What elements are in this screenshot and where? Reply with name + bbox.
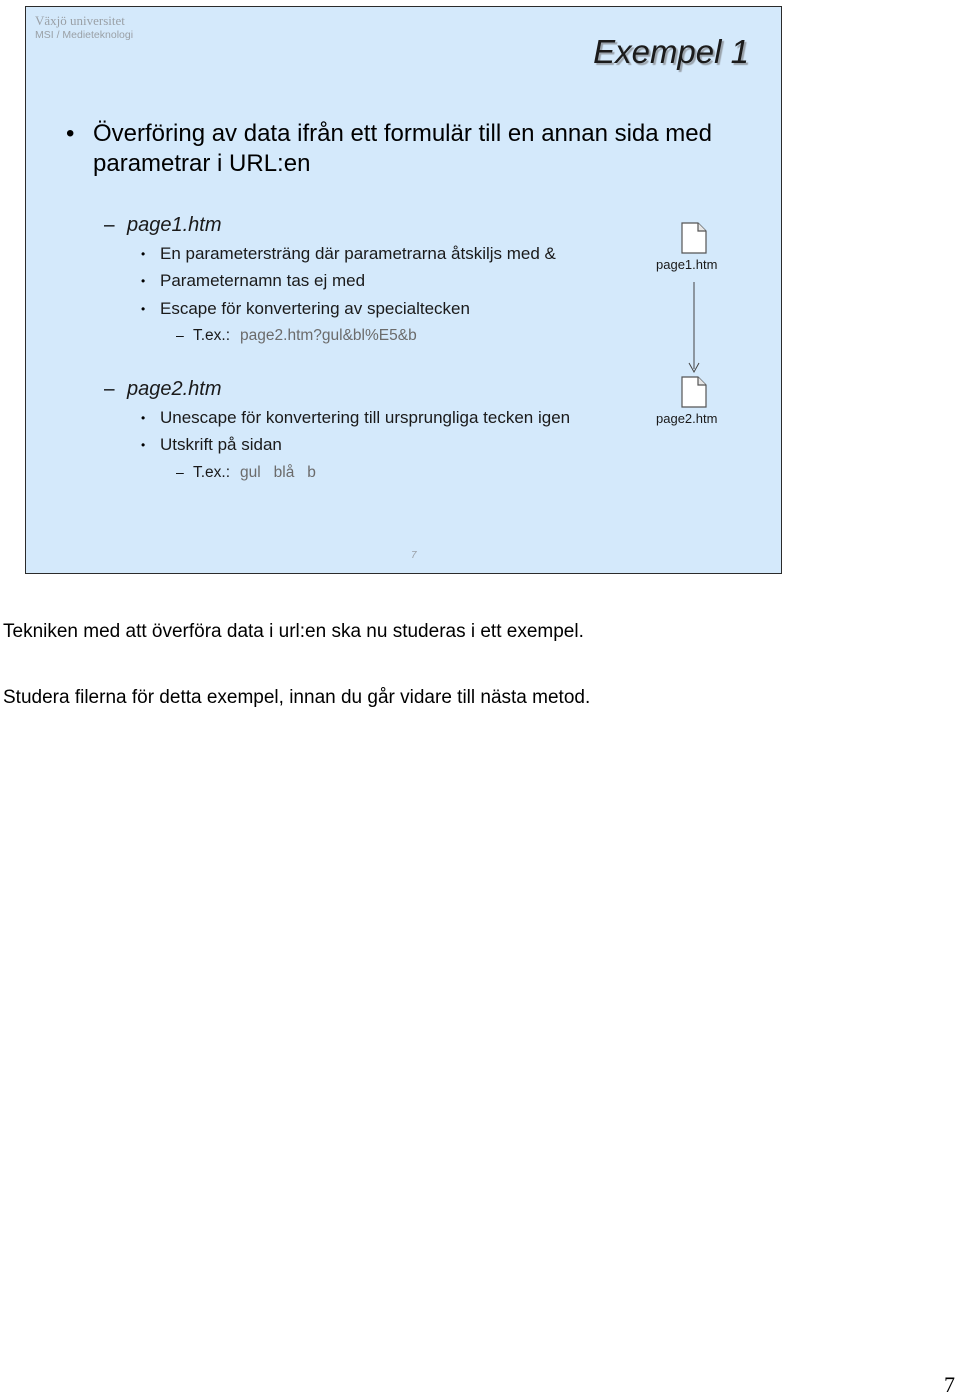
slide-page-number: 7 [411,550,417,561]
dash-icon: – [176,327,184,343]
page2-item: Utskrift på sidan [160,435,282,454]
page2-heading: page2.htm [127,378,222,400]
dash-icon: – [104,215,115,236]
slide-title: Exempel 1 [593,33,749,70]
main-bullet-text: Överföring av data ifrån ett formulär till en annan sida med parametrar i URL:en [93,120,712,177]
example-value: gul blå b [240,464,316,481]
example-label: T.ex.: [193,464,231,481]
file1-label: page1.htm [656,257,718,272]
department-name: MSI / Medieteknologi [35,29,134,41]
note-paragraph: Studera filerna för detta exempel, innan du går vidare till nästa metod. [3,687,591,708]
page1-item: En parametersträng där parametrarna åtskiljs med & [160,244,556,263]
dash-icon: – [176,464,184,480]
example-label: T.ex.: [193,327,231,344]
page1-item: Parameternamn tas ej med [160,271,366,290]
bullet-dot-icon: • [141,438,146,452]
bullet-dot-icon: • [141,247,146,261]
page2-item: Unescape för konvertering till ursprungliga tecken igen [160,408,571,427]
example-value: page2.htm?gul&bl%E5&b [240,327,417,344]
bullet-dot-icon: • [141,302,146,316]
arrow-icon [26,7,783,575]
university-name: Växjö universitet [35,13,125,28]
bullet-dot-icon: • [66,120,75,147]
slide [25,6,782,574]
bullet-dot-icon: • [141,274,146,288]
page1-heading: page1.htm [127,214,222,236]
dash-icon: – [104,379,115,400]
file2-label: page2.htm [656,411,718,426]
page-corner-number: 7 [944,1372,955,1397]
document-icon [680,376,708,408]
bullet-dot-icon: • [141,411,146,425]
note-paragraph: Tekniken med att överföra data i url:en ska nu studeras i ett exempel. [3,621,584,642]
page1-item: Escape för konvertering av specialtecken [160,299,470,318]
